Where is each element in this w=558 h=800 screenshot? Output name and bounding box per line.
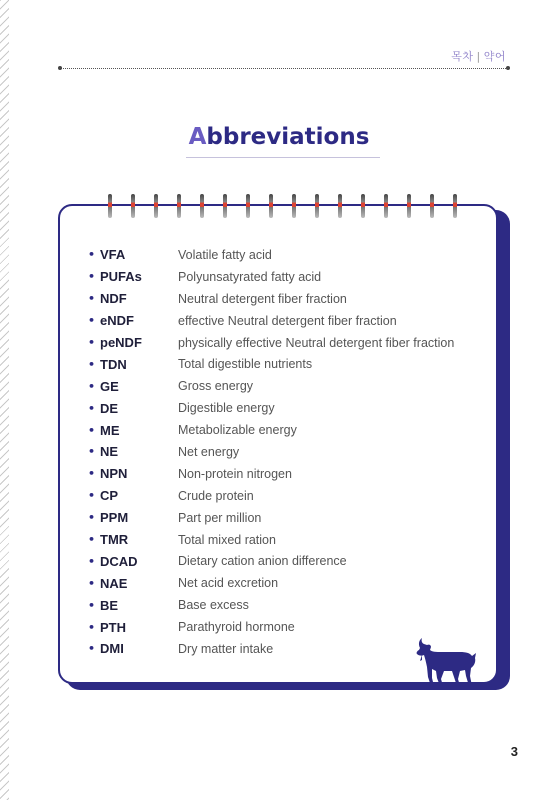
spiral-ring bbox=[430, 194, 434, 218]
abbreviation-term: TDN bbox=[100, 356, 127, 372]
abbreviation-term: TMR bbox=[100, 532, 129, 548]
abbreviation-definition: Polyunsatyrated fatty acid bbox=[178, 269, 322, 284]
abbreviation-term: DE bbox=[100, 400, 119, 416]
list-item bbox=[88, 507, 468, 529]
page-edge-pattern bbox=[0, 0, 9, 800]
section-header bbox=[451, 48, 506, 64]
abbreviation-term: ME bbox=[100, 422, 120, 438]
abbreviation-term: BE bbox=[100, 597, 119, 613]
abbreviation-list bbox=[88, 244, 468, 660]
abbreviation-definition: Total digestible nutrients bbox=[178, 357, 313, 372]
abbreviation-term: PUFAs bbox=[100, 269, 142, 285]
list-item bbox=[88, 397, 468, 419]
bullet-icon: • bbox=[88, 423, 96, 437]
abbreviation-definition: Digestible energy bbox=[178, 401, 275, 416]
abbreviation-definition: Parathyroid hormone bbox=[178, 620, 295, 635]
list-item bbox=[88, 572, 468, 594]
spiral-ring bbox=[223, 194, 227, 218]
abbreviation-term: GE bbox=[100, 378, 119, 394]
abbreviation-term: DCAD bbox=[100, 553, 138, 569]
bullet-icon: • bbox=[88, 533, 96, 547]
abbreviation-definition: Dry matter intake bbox=[178, 641, 274, 656]
bullet-icon: • bbox=[88, 598, 96, 612]
abbreviation-definition: Total mixed ration bbox=[178, 532, 276, 547]
abbreviation-definition: Part per million bbox=[178, 510, 262, 525]
spiral-ring bbox=[177, 194, 181, 218]
header-separator: | bbox=[476, 50, 481, 63]
list-item bbox=[88, 353, 468, 375]
abbreviation-term: NAE bbox=[100, 575, 128, 591]
bullet-icon: • bbox=[88, 576, 96, 590]
divider-dot-left bbox=[58, 66, 62, 70]
bullet-icon: • bbox=[88, 467, 96, 481]
spiral-ring bbox=[108, 194, 112, 218]
bullet-icon: • bbox=[88, 248, 96, 262]
list-item bbox=[88, 463, 468, 485]
list-item bbox=[88, 441, 468, 463]
abbreviation-definition: Dietary cation anion difference bbox=[178, 554, 347, 569]
divider-dot-right bbox=[506, 66, 510, 70]
abbreviation-definition: Net energy bbox=[178, 444, 240, 459]
goat-icon bbox=[414, 636, 480, 688]
abbreviation-definition: Non-protein nitrogen bbox=[178, 466, 292, 481]
spiral-ring bbox=[269, 194, 273, 218]
spiral-ring bbox=[154, 194, 158, 218]
title-first-letter: A bbox=[188, 124, 207, 150]
abbreviation-term: NPN bbox=[100, 466, 128, 482]
spiral-ring bbox=[200, 194, 204, 218]
list-item bbox=[88, 310, 468, 332]
spiral-ring bbox=[384, 194, 388, 218]
spiral-ring bbox=[246, 194, 250, 218]
list-item bbox=[88, 594, 468, 616]
abbreviation-term: peNDF bbox=[100, 335, 142, 350]
bullet-icon: • bbox=[88, 554, 96, 568]
bullet-icon: • bbox=[88, 357, 96, 371]
abbreviation-term: PTH bbox=[100, 619, 126, 635]
bullet-icon: • bbox=[88, 445, 96, 459]
spiral-binding bbox=[108, 194, 468, 220]
spiral-ring bbox=[292, 194, 296, 218]
bullet-icon: • bbox=[88, 314, 96, 328]
abbreviation-definition: Volatile fatty acid bbox=[178, 247, 272, 262]
bullet-icon: • bbox=[88, 489, 96, 503]
abbreviation-term: NDF bbox=[100, 291, 127, 307]
bullet-icon: • bbox=[88, 270, 96, 284]
list-item bbox=[88, 244, 468, 266]
abbreviation-definition: Base excess bbox=[178, 598, 249, 613]
bullet-icon: • bbox=[88, 336, 96, 349]
list-item bbox=[88, 288, 468, 310]
list-item bbox=[88, 485, 468, 507]
list-item bbox=[88, 332, 468, 354]
spiral-ring bbox=[407, 194, 411, 218]
page-number: 3 bbox=[510, 744, 518, 759]
abbreviation-definition: Metabolizable energy bbox=[178, 423, 297, 438]
bullet-icon: • bbox=[88, 642, 96, 656]
abbreviation-term: eNDF bbox=[100, 313, 134, 329]
bullet-icon: • bbox=[88, 379, 96, 393]
bullet-icon: • bbox=[88, 401, 96, 415]
title-rest: bbreviations bbox=[206, 124, 370, 150]
spiral-ring bbox=[453, 194, 457, 218]
list-item bbox=[88, 550, 468, 572]
abbreviation-definition: Gross energy bbox=[178, 379, 254, 394]
spiral-ring bbox=[338, 194, 342, 218]
abbreviation-definition: Net acid excretion bbox=[178, 576, 279, 591]
spiral-ring bbox=[361, 194, 365, 218]
list-item bbox=[88, 419, 468, 441]
bullet-icon: • bbox=[88, 292, 96, 306]
abbreviation-definition: Neutral detergent fiber fraction bbox=[178, 291, 347, 306]
abbreviation-definition: physically effective Neutral detergent fiber fraction bbox=[178, 335, 455, 350]
header-divider bbox=[60, 68, 508, 69]
header-toc-label: 목차 bbox=[451, 50, 474, 63]
bullet-icon: • bbox=[88, 511, 96, 525]
spiral-ring bbox=[131, 194, 135, 218]
page-title bbox=[0, 124, 558, 150]
list-item bbox=[88, 616, 468, 638]
list-item bbox=[88, 638, 468, 660]
list-item bbox=[88, 529, 468, 551]
abbreviation-term: DMI bbox=[100, 641, 124, 657]
abbreviation-term: VFA bbox=[100, 247, 126, 263]
header-abbr-label: 약어 bbox=[483, 50, 506, 63]
bullet-icon: • bbox=[88, 620, 96, 634]
abbreviation-definition: Crude protein bbox=[178, 488, 254, 503]
abbreviation-definition: effective Neutral detergent fiber fraction bbox=[178, 313, 397, 328]
abbreviation-term: PPM bbox=[100, 510, 129, 526]
abbreviation-term: CP bbox=[100, 488, 119, 504]
abbreviation-term: NE bbox=[100, 444, 119, 460]
title-underline bbox=[186, 157, 380, 158]
list-item bbox=[88, 266, 468, 288]
list-item bbox=[88, 375, 468, 397]
spiral-ring bbox=[315, 194, 319, 218]
